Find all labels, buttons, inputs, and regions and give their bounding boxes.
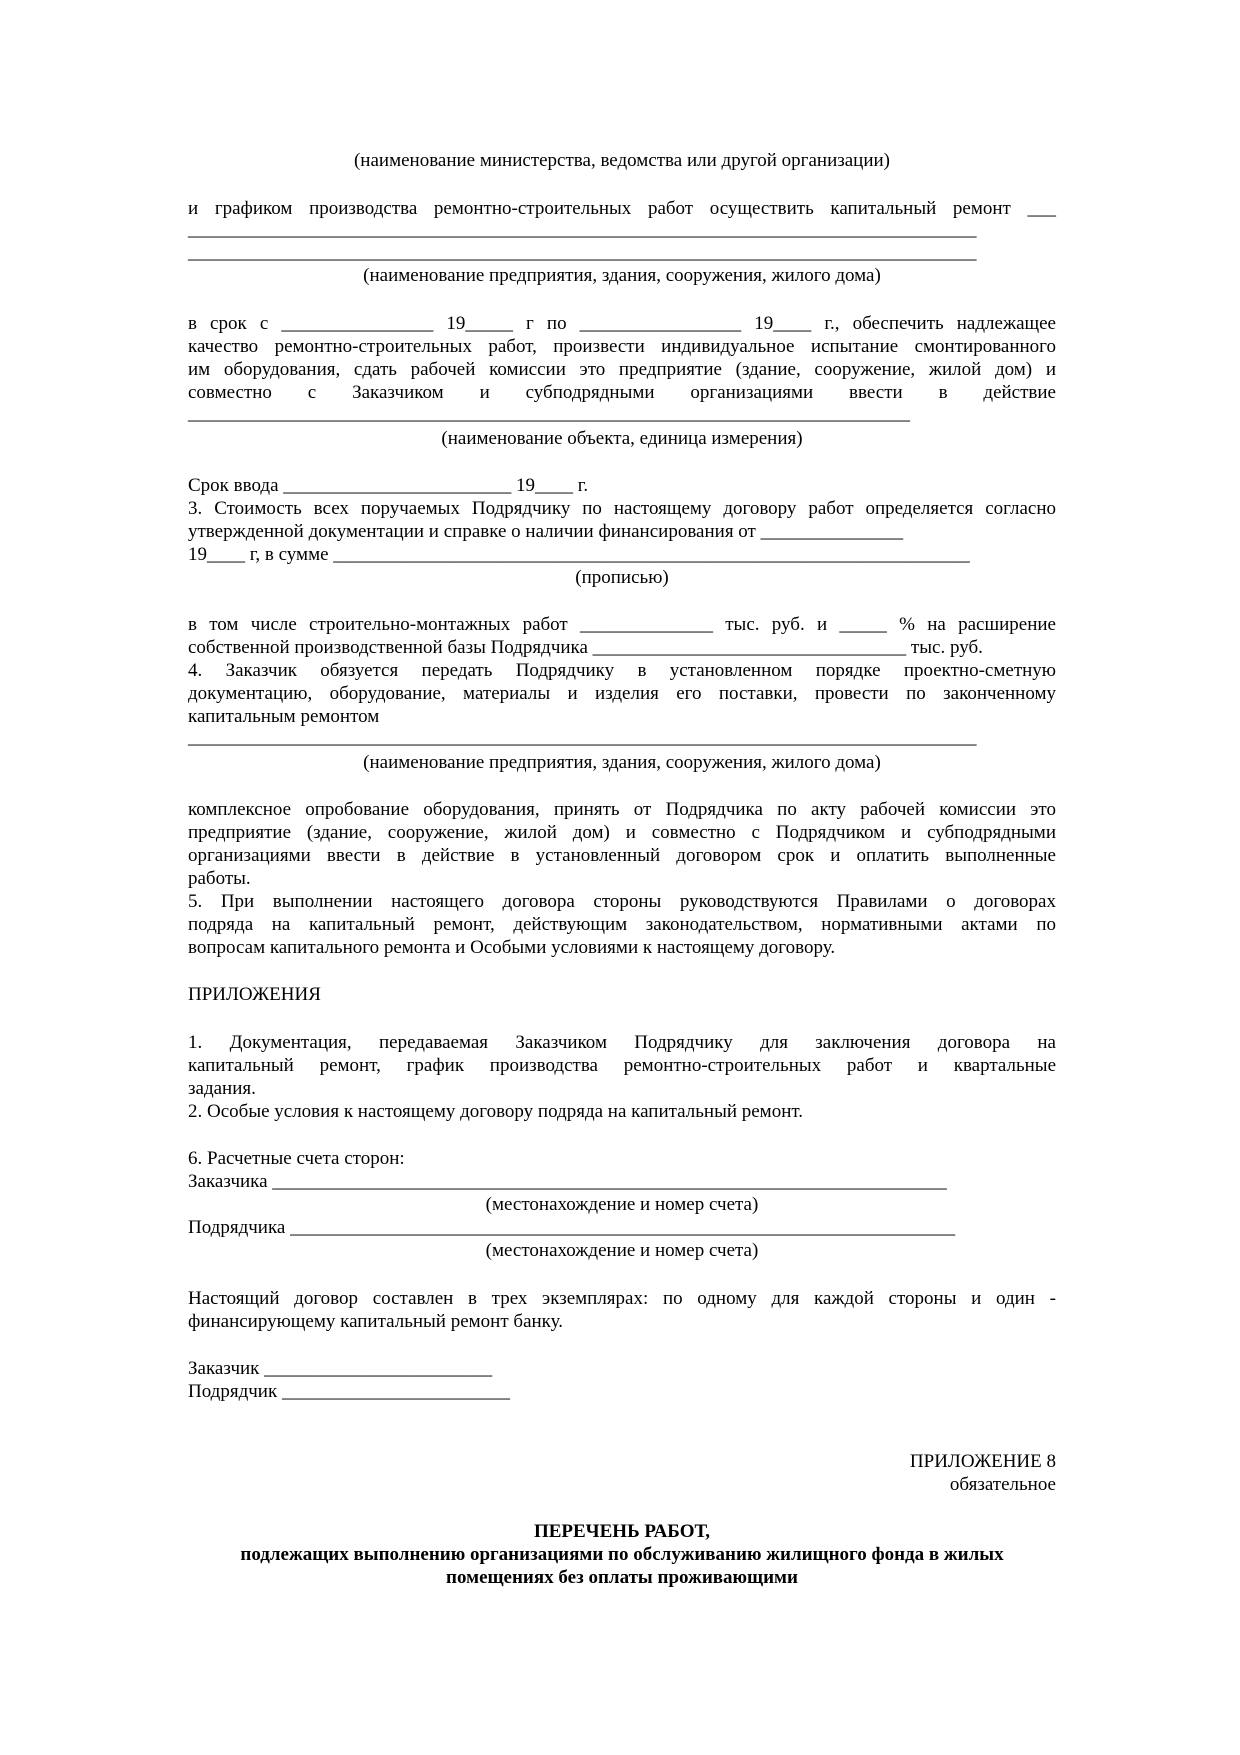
list-subtitle: помещениях без оплаты проживающими (446, 1567, 798, 1588)
caption-in-words: (прописью) (575, 567, 669, 588)
text-line: подряда на капитальный ремонт, действующим законодательством, нормативными актами по (188, 914, 1056, 935)
text-line: Подрядчика ______________________________________________________________________ (188, 1217, 956, 1238)
text-line: утвержденной документации и справке о наличии финансирования от _______________ (188, 521, 904, 542)
text-line: комплексное опробование оборудования, принять от Подрядчика по акту рабочей комиссии это (188, 799, 1056, 820)
text-line: Срок ввода ________________________ 19____ г. (188, 475, 589, 496)
text-line: работы. (188, 868, 251, 889)
text-line: Настоящий договор составлен в трех экземплярах: по одному для каждой стороны и один - (188, 1288, 1056, 1309)
caption-ministry: (наименование министерства, ведомства или другой организации) (353, 150, 891, 171)
blank-line: ___________________________________________________________________________________ (188, 727, 977, 748)
blank-line: ___________________________________________________________________________________ (188, 219, 977, 240)
caption-enterprise: (наименование предприятия, здания, сооружения, жилого дома) (363, 265, 881, 286)
text-line: качество ремонтно-строительных работ, произвести индивидуальное испытание смонтированного (188, 336, 1056, 357)
text-line: вопросам капитального ремонта и Особыми условиями к настоящему договору. (188, 937, 836, 958)
text-line: совместно с Заказчиком и субподрядными организациями ввести в действие (188, 382, 1056, 403)
text-line: 2. Особые условия к настоящему договору подряда на капитальный ремонт. (188, 1101, 803, 1122)
text-line: и графиком производства ремонтно-строительных работ осуществить капитальный ремонт ___ (188, 198, 1056, 219)
text-line: в срок с ________________ 19_____ г по _________________ 19____ г., обеспечить надлежащее (188, 313, 1056, 334)
signature-customer: Заказчик ________________________ (188, 1358, 493, 1379)
section-heading: ПРИЛОЖЕНИЯ (188, 984, 321, 1005)
text-line: 4. Заказчик обязуется передать Подрядчику в установленном порядке проектно-сметную (188, 660, 1056, 681)
caption-object: (наименование объекта, единица измерения) (441, 428, 803, 449)
blank-line: ____________________________________________________________________________ (188, 403, 910, 424)
list-title: ПЕРЕЧЕНЬ РАБОТ, (533, 1521, 711, 1542)
text-line: Заказчика _______________________________________________________________________ (188, 1171, 947, 1192)
blank-line: ___________________________________________________________________________________ (188, 242, 977, 263)
text-line: организациями ввести в действие в установленный договором срок и оплатить выполненные (188, 845, 1056, 866)
text-line: капитальным ремонтом (188, 706, 380, 727)
text-line: 3. Стоимость всех поручаемых Подрядчику по настоящему договору работ определяется согласно (188, 498, 1056, 519)
list-subtitle: подлежащих выполнению организациями по обслуживанию жилищного фонда в жилых (240, 1544, 1004, 1565)
text-line: 6. Расчетные счета сторон: (188, 1148, 405, 1169)
caption-account: (местонахождение и номер счета) (485, 1194, 759, 1215)
text-line: документацию, оборудование, материалы и изделия его поставки, провести по законченному (188, 683, 1056, 704)
text-line: предприятие (здание, сооружение, жилой дом) и совместно с Подрядчиком и субподрядными (188, 822, 1056, 843)
text-line: финансирующему капитальный ремонт банку. (188, 1311, 563, 1332)
text-line: 19____ г, в сумме ___________________________________________________________________ (188, 544, 970, 565)
text-line: капитальный ремонт, график производства ремонтно-строительных работ и квартальные (188, 1055, 1056, 1076)
appendix-number: ПРИЛОЖЕНИЕ 8 (909, 1451, 1056, 1472)
signature-contractor: Подрядчик ________________________ (188, 1381, 510, 1402)
caption-account: (местонахождение и номер счета) (485, 1240, 759, 1261)
text-line: задания. (188, 1078, 256, 1099)
appendix-status: обязательное (949, 1474, 1056, 1495)
caption-enterprise: (наименование предприятия, здания, сооружения, жилого дома) (363, 752, 881, 773)
text-line: собственной производственной базы Подрядчика _________________________________ тыс. руб. (188, 637, 983, 658)
text-line: им оборудования, сдать рабочей комиссии это предприятие (здание, сооружение, жилой дом) и (188, 359, 1056, 380)
text-line: 5. При выполнении настоящего договора стороны руководствуются Правилами о договорах (188, 891, 1056, 912)
text-line: 1. Документация, передаваемая Заказчиком Подрядчику для заключения договора на (188, 1032, 1056, 1053)
text-line: в том числе строительно-монтажных работ ______________ тыс. руб. и _____ % на расширение (188, 614, 1056, 635)
